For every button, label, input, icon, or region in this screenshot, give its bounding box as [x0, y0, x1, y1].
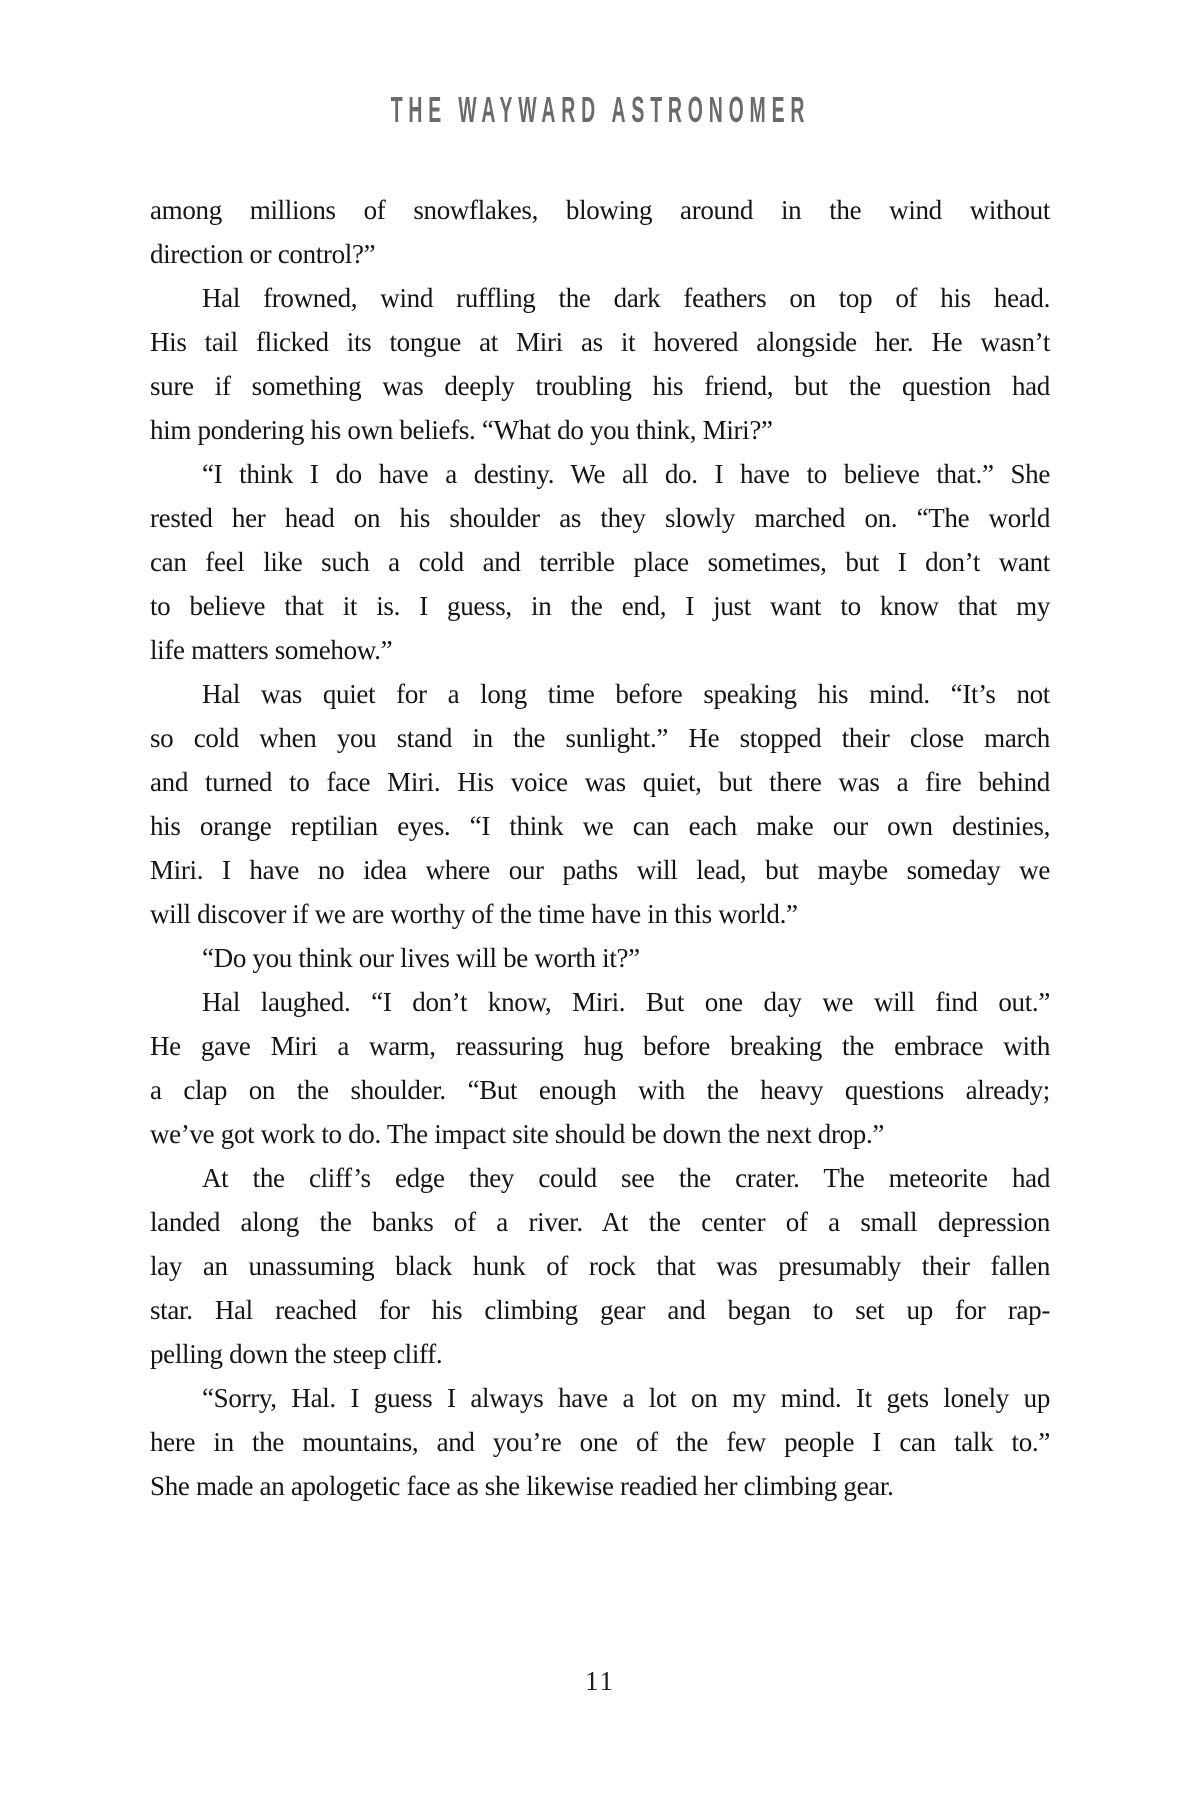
text-line: him pondering his own beliefs. “What do you think, Miri?” [150, 415, 773, 445]
running-header-title: THE WAYWARD ASTRONOMER [390, 89, 810, 130]
paragraph [150, 980, 1050, 1156]
paragraph [150, 672, 1050, 936]
text-line: a clap on the shoulder. “But enough with the heavy questions already; [150, 1075, 1050, 1105]
text-line: life matters somehow.” [150, 635, 393, 665]
text-line: sure if something was deeply troubling his friend, but the question had [150, 371, 1050, 401]
text-line: At the cliff’s edge they could see the crater. The meteorite had [202, 1163, 1050, 1193]
text-line: Hal frowned, wind ruffling the dark feathers on top of his head. [202, 283, 1050, 313]
body-text [150, 188, 1050, 1508]
text-line: Miri. I have no idea where our paths will lead, but maybe someday we [150, 855, 1050, 885]
paragraph [150, 276, 1050, 452]
text-line: She made an apologetic face as she likewise readied her climbing gear. [150, 1471, 894, 1501]
text-line: Hal laughed. “I don’t know, Miri. But one day we will find out.” [202, 987, 1050, 1017]
text-line: his orange reptilian eyes. “I think we can each make our own destinies, [150, 811, 1050, 841]
text-line: rested her head on his shoulder as they slowly marched on. “The world [150, 503, 1050, 533]
text-line: He gave Miri a warm, reassuring hug before breaking the embrace with [150, 1031, 1050, 1061]
text-line: and turned to face Miri. His voice was quiet, but there was a fire behind [150, 767, 1050, 797]
text-line: lay an unassuming black hunk of rock that was presumably their fallen [150, 1251, 1050, 1281]
text-line: pelling down the steep cliff. [150, 1339, 443, 1369]
text-line: His tail flicked its tongue at Miri as it hovered alongside her. He wasn’t [150, 327, 1050, 357]
text-line: “Do you think our lives will be worth it?” [202, 943, 640, 973]
text-line: so cold when you stand in the sunlight.” He stopped their close march [150, 723, 1050, 753]
paragraph [150, 1156, 1050, 1376]
page-number: 11 [585, 1666, 615, 1696]
paragraph [150, 1376, 1050, 1508]
paragraph [150, 452, 1050, 672]
paragraph [150, 188, 1050, 276]
text-line: we’ve got work to do. The impact site should be down the next drop.” [150, 1119, 885, 1149]
text-line: can feel like such a cold and terrible place sometimes, but I don’t want [150, 547, 1050, 577]
text-line: direction or control?” [150, 239, 376, 269]
text-line: star. Hal reached for his climbing gear and began to set up for rap- [150, 1295, 1050, 1325]
paragraph [150, 936, 1050, 980]
text-line: “I think I do have a destiny. We all do. I have to believe that.” She [202, 459, 1050, 489]
text-line: “Sorry, Hal. I guess I always have a lot on my mind. It gets lonely up [202, 1383, 1050, 1413]
text-line: landed along the banks of a river. At the center of a small depression [150, 1207, 1050, 1237]
running-header [0, 89, 1200, 130]
text-line: will discover if we are worthy of the time have in this world.” [150, 899, 798, 929]
text-line: here in the mountains, and you’re one of the few people I can talk to.” [150, 1427, 1050, 1457]
text-line: among millions of snowflakes, blowing around in the wind without [150, 195, 1050, 225]
page-footer [0, 1666, 1200, 1697]
text-line: Hal was quiet for a long time before speaking his mind. “It’s not [202, 679, 1050, 709]
text-line: to believe that it is. I guess, in the end, I just want to know that my [150, 591, 1050, 621]
